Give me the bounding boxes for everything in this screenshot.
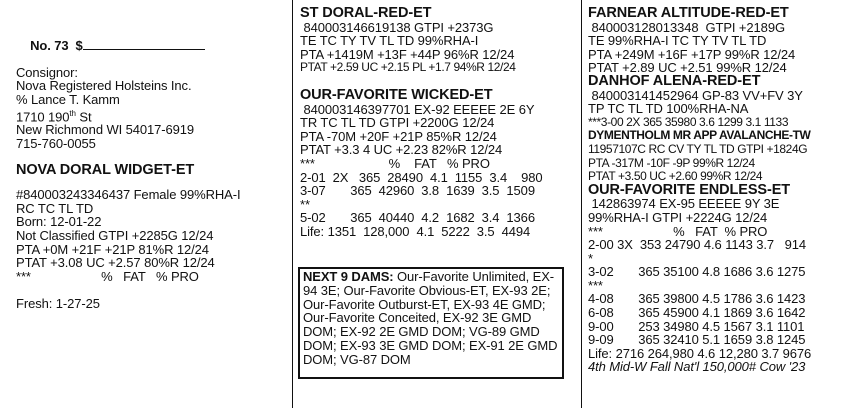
great-granddam-info: 142863974 EX-95 EEEEE 9Y 3E [588, 196, 780, 212]
address-number: 1710 190 [16, 108, 70, 124]
great-grandsire-name: DYMENTHOLM MR APP AVALANCHE-TW [588, 128, 811, 143]
dam-lifetime: Life: 1351 128,000 4.1 5222 3.5 4494 [300, 223, 531, 239]
lot-number [16, 24, 286, 66]
great-granddam-record-stars: * [588, 250, 593, 266]
great-granddam-record-header: *** % FAT % PRO [588, 223, 768, 239]
sire-ptat: PTAT +2.59 UC +2.15 PL +1.7 94%R 12/24 [300, 60, 516, 75]
dam-record-stars: ** [300, 196, 310, 212]
animal-info: Not Classified GTPI +2285G 12/24 [16, 228, 214, 244]
consignor-phone: 715-760-0055 [16, 136, 96, 152]
dam-record-header: *** % FAT % PRO [300, 155, 490, 171]
great-grandsire-info: PTA -317M -10F -9P 99%R 12/24 [588, 155, 755, 170]
consignor-line: Nova Registered Holsteins Inc. [16, 78, 192, 94]
dam-record: 2-01 2X 365 28490 4.1 1155 3.4 980 [300, 169, 543, 185]
next-dams-text [303, 270, 559, 367]
great-grandsire-info: 11957107C RC CV TY TL TD GTPI +1824G [588, 141, 808, 156]
consignor-label: Consignor: [16, 64, 78, 80]
great-granddam-record: 6-08 365 45900 4.1 1869 3.6 1642 [588, 305, 806, 321]
maternal-sire-name: FARNEAR ALTITUDE-RED-ET [588, 5, 789, 21]
great-granddam-record-stars: *** [588, 277, 603, 293]
lot-column [16, 24, 286, 311]
granddam-name: DANHOF ALENA-RED-ET [588, 72, 761, 89]
great-granddam-record: 9-00 253 34980 4.5 1567 3.1 1101 [588, 318, 805, 334]
dam-record: 5-02 365 40440 4.2 1682 3.4 1366 [300, 210, 535, 226]
next-dams-box [298, 267, 564, 379]
animal-info: PTA +0M +21F +21P 81%R 12/24 [16, 241, 209, 257]
next-dams-label: NEXT 9 DAMS: [303, 269, 394, 284]
animal-info: RC TC TL TD [16, 200, 94, 216]
sire-info: PTA +1419M +13F +44P 96%R 12/24 [300, 46, 515, 62]
consignor-line: % Lance T. Kamm [16, 91, 120, 107]
pedigree-column [588, 7, 864, 374]
animal-info: Born: 12-01-22 [16, 214, 102, 230]
maternal-sire-info: PTA +249M +16F +17P 99%R 12/24 [588, 46, 796, 62]
dam-record: 3-07 365 42960 3.8 1639 3.5 1509 [300, 183, 535, 199]
address-street: St [75, 108, 92, 124]
consignor-line: New Richmond WI 54017-6919 [16, 122, 195, 138]
animal-info: #840003243346437 Female 99%RHA-I [16, 187, 241, 203]
sire-info: 840003146619138 GTPI +2373G [300, 19, 494, 35]
sire-info: TE TC TY TV TL TD 99%RHA-I [300, 33, 479, 49]
consignor-address [16, 107, 286, 124]
column-divider [292, 0, 293, 408]
granddam-info: TP TC TL TD 100%RHA-NA [588, 101, 749, 117]
lot-number-label: No. 73 [30, 37, 69, 53]
sire-dam-column [300, 7, 578, 239]
dam-info: TR TC TL TD GTPI +2200G 12/24 [300, 115, 495, 131]
great-granddam-record: 4-08 365 39800 4.5 1786 3.6 1423 [588, 291, 806, 307]
great-granddam-info: 99%RHA-I GTPI +2224G 12/24 [588, 209, 768, 225]
maternal-sire-info: PTAT +2.89 UC +2.51 99%R 12/24 [588, 60, 787, 76]
granddam-record: ***3-00 2X 365 35980 3.6 1299 3.1 1133 [588, 114, 789, 129]
dam-info: PTA -70M +20F +21P 85%R 12/24 [300, 128, 497, 144]
show-award: 4th Mid-W Fall Nat'l 150,000# Cow '23 [588, 359, 806, 375]
great-granddam-record: 2-00 3X 353 24790 4.6 1143 3.7 914 [588, 237, 806, 253]
granddam-info: 840003141452964 GP-83 VV+FV 3Y [588, 87, 803, 103]
animal-info: PTAT +3.08 UC +2.57 80%R 12/24 [16, 255, 215, 271]
animal-info: *** % FAT % PRO [16, 268, 199, 284]
next-dams-list: Our-Favorite Unlimited, EX-94 3E; Our-Favorite Obvious-ET, EX-93 2E; Our-Favorite Outburst-ET, EX-93 4E GMD; Our-Favorite Conceited, EX-92 3E GMD DOM; EX-92 2E GMD DOM; VG-89 GMD DOM; EX-93 3E GMD DOM; EX-91 2E GMD DOM; VG-87 DOM [303, 269, 558, 367]
dam-info: 840003146397701 EX-92 EEEEE 2E 6Y [300, 101, 535, 117]
sire-name: ST DORAL-RED-ET [300, 5, 432, 21]
maternal-sire-info: TE 99%RHA-I TC TY TV TL TD [588, 33, 767, 49]
maternal-sire-info: 840003128013348 GTPI +2189G [588, 19, 785, 35]
dollar-sign: $ [75, 37, 83, 53]
great-granddam-record: 3-02 365 35100 4.8 1686 3.6 1275 [588, 264, 806, 280]
dam-name: OUR-FAVORITE WICKED-ET [300, 86, 493, 103]
fresh-date: Fresh: 1-27-25 [16, 296, 100, 312]
great-granddam-record: 9-09 365 32410 5.1 1659 3.8 1245 [588, 332, 806, 348]
animal-name: NOVA DORAL WIDGET-ET [16, 161, 195, 178]
great-granddam-lifetime: Life: 2716 264,980 4.6 12,280 3.7 9676 [588, 345, 812, 361]
price-blank [83, 38, 205, 50]
column-divider [581, 0, 582, 408]
great-granddam-name: OUR-FAVORITE ENDLESS-ET [588, 181, 791, 198]
address-suffix: th [69, 108, 76, 118]
great-grandsire-info: PTAT +3.50 UC +2.60 99%R 12/24 [588, 169, 763, 184]
dam-info: PTAT +3.3 4 UC +2.23 82%R 12/24 [300, 142, 503, 158]
